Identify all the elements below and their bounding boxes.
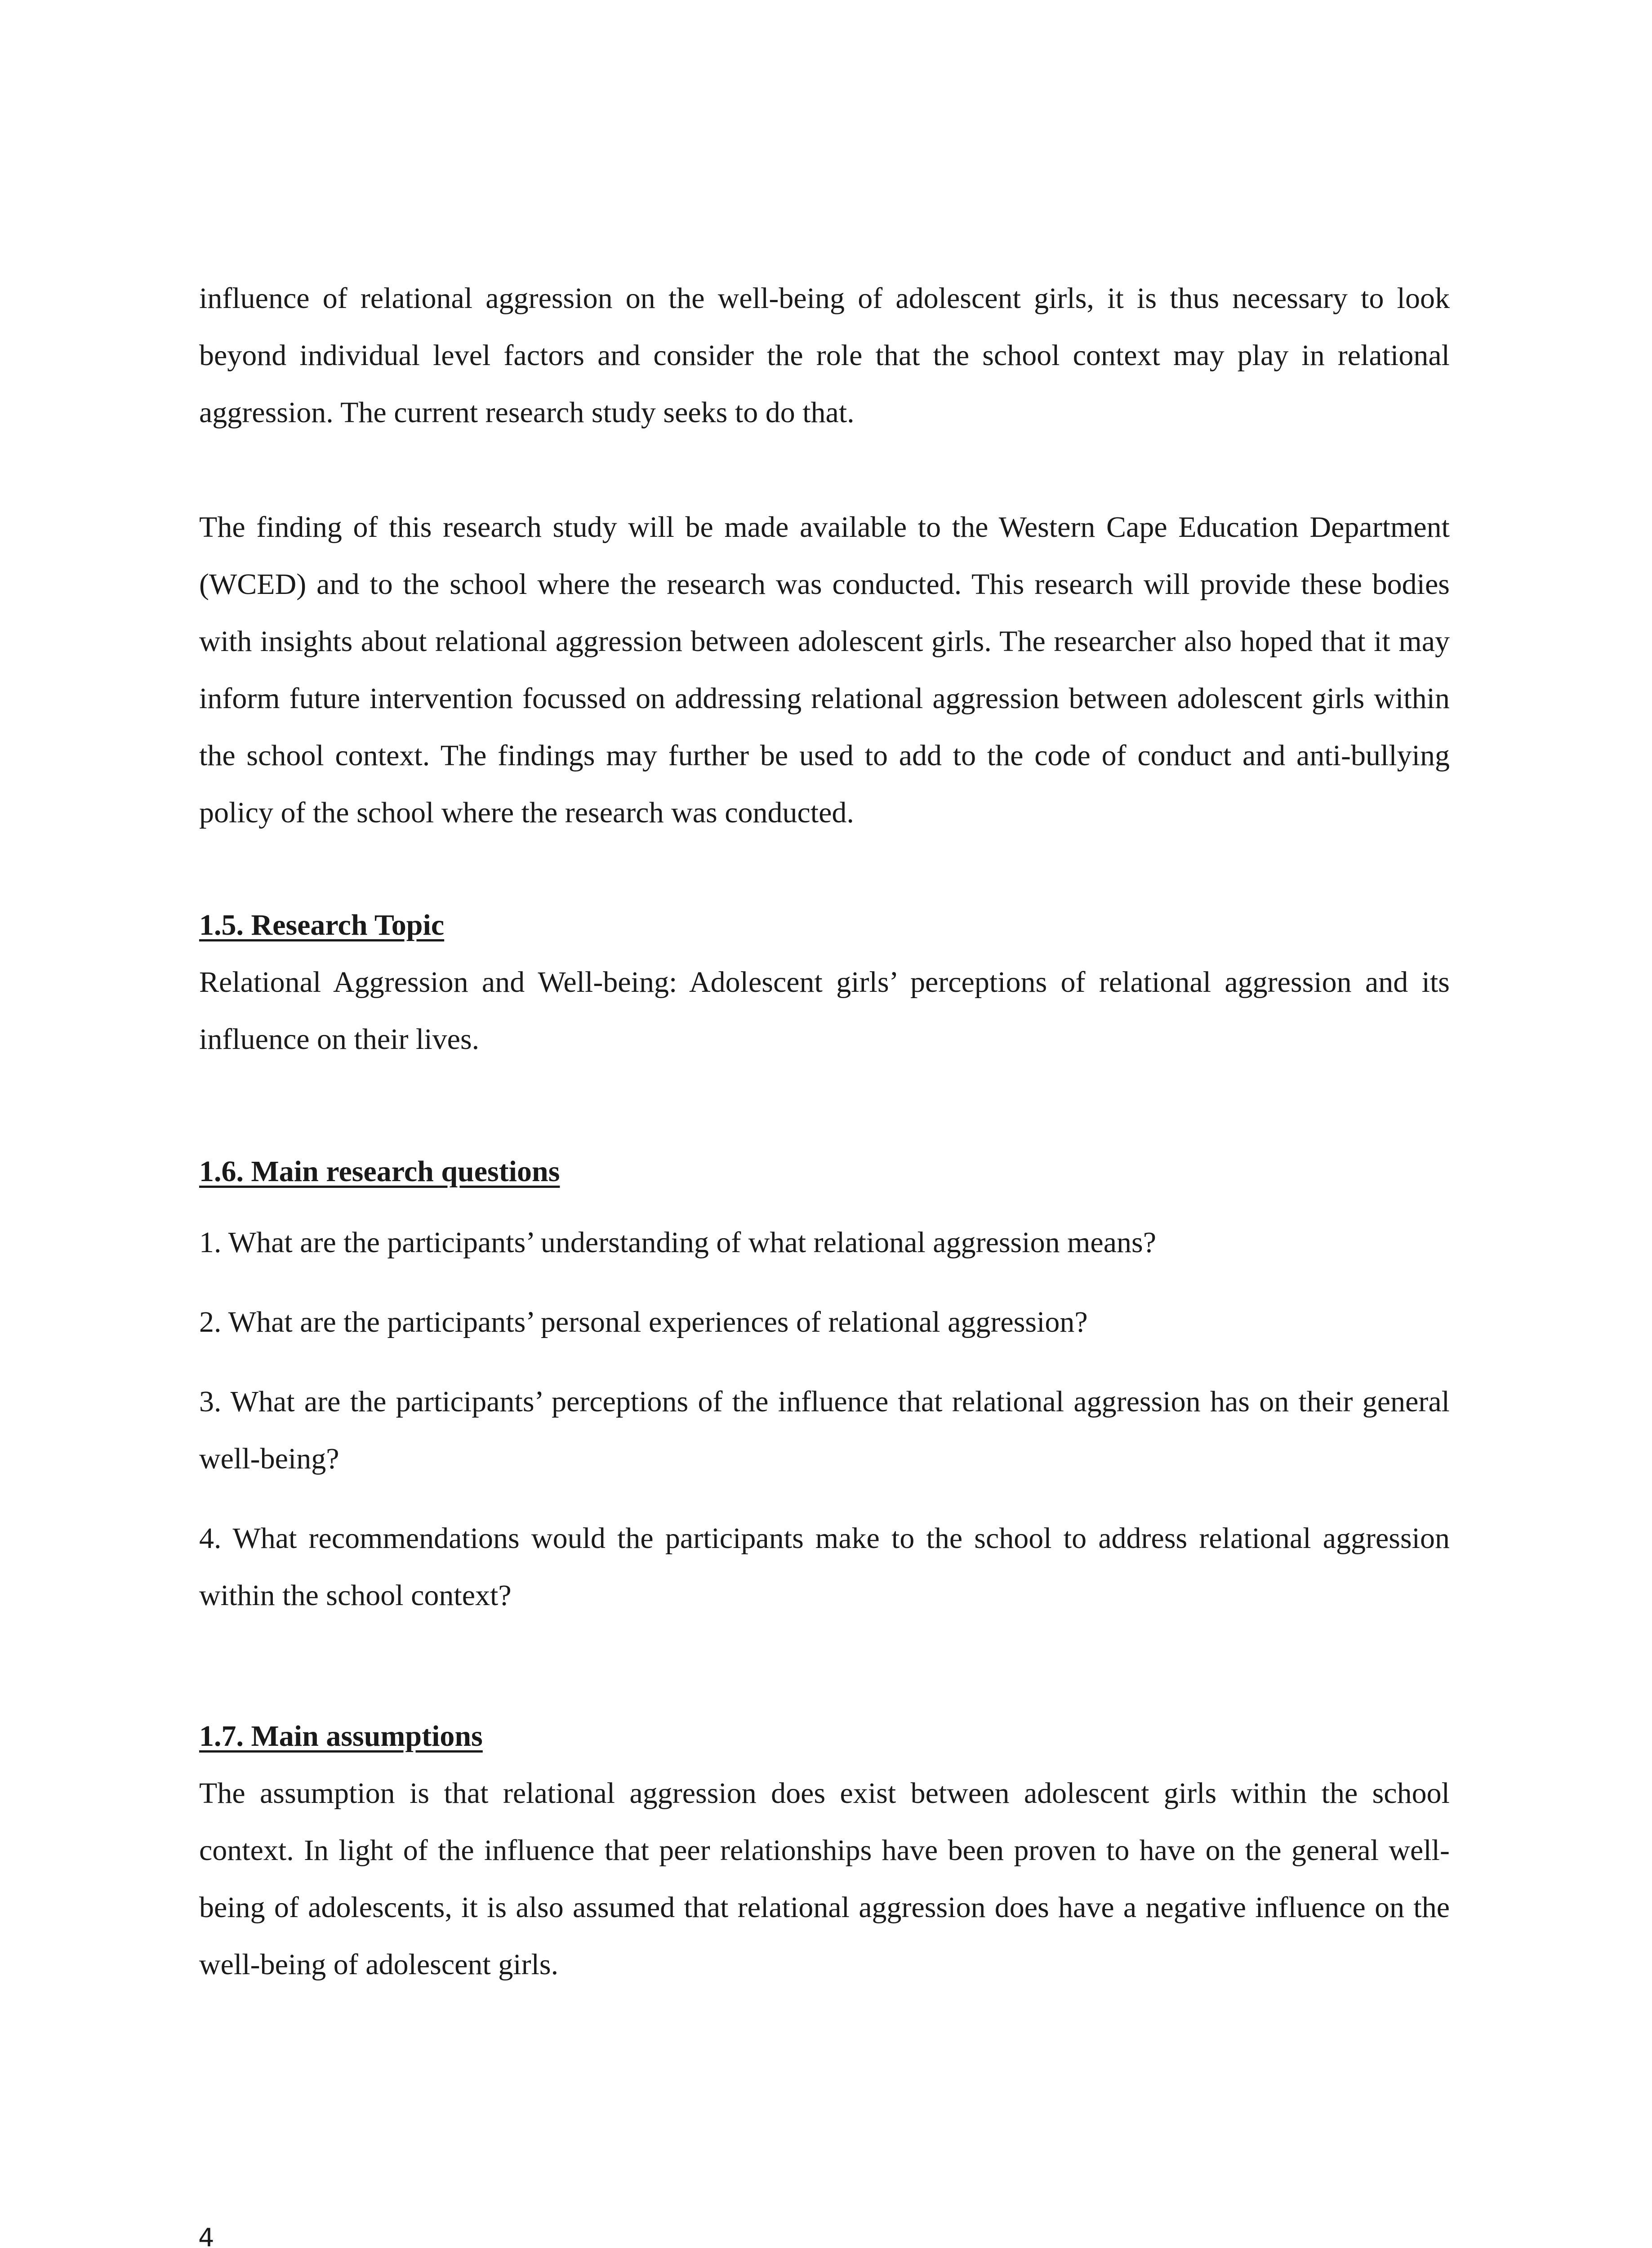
research-topic-section: [199, 897, 1450, 1068]
research-questions-section: [199, 1143, 1450, 1624]
page-number: 4: [198, 2223, 214, 2248]
findings-paragraph: The finding of this research study will be made available to the Western Cape Education Department (WCED) and to the school where the research was conducted. This research will provide these bodies with insights about relational aggression between adolescent girls. The researcher also hoped that it may inform future intervention focussed on addressing relational aggression between adolescent girls within the school context. The findings may further be used to add to the code of conduct and anti-bullying policy of the school where the research was conducted.: [199, 511, 1450, 829]
research-topic-heading: 1.5. Research Topic: [199, 909, 445, 941]
research-question-item: 1. What are the participants’ understanding of what relational aggression means?: [199, 1226, 1156, 1259]
research-questions-list: [199, 1214, 1450, 1624]
research-question-item: 3. What are the participants’ perceptions of the influence that relational aggression has on their general well-being?: [199, 1385, 1450, 1475]
research-question-item: 2. What are the participants’ personal experiences of relational aggression?: [199, 1306, 1088, 1338]
intro-continuation-paragraph: influence of relational aggression on the well-being of adolescent girls, it is thus necessary to look beyond individual level factors and consider the role that the school context may play in relational aggression. The current research study seeks to do that.: [199, 282, 1450, 429]
assumptions-section: [199, 1708, 1450, 1993]
assumptions-heading: 1.7. Main assumptions: [199, 1720, 483, 1753]
research-questions-heading: 1.6. Main research questions: [199, 1155, 560, 1188]
research-question-item: 4. What recommendations would the participants make to the school to address relational aggression within the school context?: [199, 1522, 1450, 1612]
assumptions-body: The assumption is that relational aggression does exist between adolescent girls within the school context. In light of the influence that peer relationships have been proven to have on the general well-being of adolescents, it is also assumed that relational aggression does have a negative influence on the well-being of adolescent girls.: [199, 1777, 1450, 1981]
page-body: [199, 270, 1450, 1993]
research-topic-body: Relational Aggression and Well-being: Adolescent girls’ perceptions of relational aggression and its influence on their lives.: [199, 966, 1450, 1056]
